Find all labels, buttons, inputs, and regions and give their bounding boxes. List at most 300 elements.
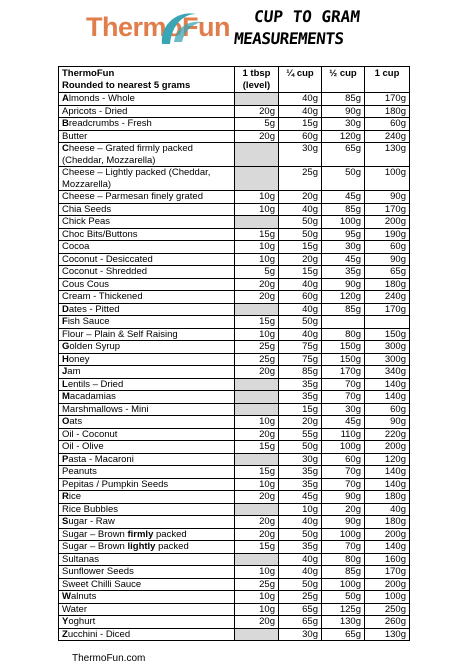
tbsp-cell: 25g xyxy=(235,578,279,591)
half-cup-cell: 45g xyxy=(322,253,365,266)
one-cup-cell: 200g xyxy=(365,578,410,591)
quarter-cup-cell: 35g xyxy=(279,391,322,404)
ingredient-name: Choc Bits/Buttons xyxy=(62,228,138,240)
ingredient-name: ucchini - Diced xyxy=(67,628,131,640)
quarter-cup-cell: 40g xyxy=(279,328,322,341)
ingredient-name: Rice Bubbles xyxy=(62,503,118,515)
tbsp-cell xyxy=(235,453,279,466)
table-row xyxy=(59,391,410,404)
quarter-cup-cell: 35g xyxy=(279,378,322,391)
ingredient-name: Sweet Chilli Sauce xyxy=(62,578,142,590)
ingredient-name: ice xyxy=(68,491,82,502)
one-cup-cell: 170g xyxy=(365,303,410,316)
ingredient-initial: M xyxy=(62,391,70,402)
table-row xyxy=(59,241,410,254)
ingredient-cell xyxy=(59,278,235,291)
one-cup-cell: 170g xyxy=(365,566,410,579)
tbsp-cell xyxy=(235,216,279,229)
ingredient-name: asta - Macaroni xyxy=(68,453,134,465)
ingredient-name: Pepitas / Pumpkin Seeds xyxy=(62,478,169,490)
tbsp-cell xyxy=(235,553,279,566)
ingredient-initial: P xyxy=(62,453,69,465)
measurements-table xyxy=(58,66,410,641)
quarter-cup-cell: 50g xyxy=(279,578,322,591)
table-row xyxy=(59,466,410,479)
tbsp-cell: 10g xyxy=(235,253,279,266)
ingredient-cell xyxy=(59,628,235,641)
ingredient-cell xyxy=(59,478,235,491)
ingredient-cell xyxy=(59,578,235,591)
one-cup-cell: 200g xyxy=(365,441,410,454)
quarter-cup-cell: 65g xyxy=(279,616,322,629)
one-cup-cell: 100g xyxy=(365,167,410,191)
footer-url: ThermoFun.com xyxy=(72,653,146,664)
ingredient-name: heese – Grated firmly packed (Cheddar, Mozzarella) xyxy=(62,143,193,166)
table-row xyxy=(59,553,410,566)
one-cup-cell: 260g xyxy=(365,616,410,629)
ingredient-name: ats xyxy=(69,416,83,427)
one-cup-cell: 250g xyxy=(365,603,410,616)
one-cup-cell: 300g xyxy=(365,353,410,366)
half-cup-cell: 80g xyxy=(322,553,365,566)
one-cup-cell: 140g xyxy=(365,478,410,491)
ingredient-name: Butter xyxy=(62,130,88,142)
half-cup-cell: 65g xyxy=(322,143,365,167)
quarter-cup-cell: 65g xyxy=(279,603,322,616)
one-cup-cell: 140g xyxy=(365,378,410,391)
table-row xyxy=(59,266,410,279)
table-row xyxy=(59,167,410,191)
ingredient-name: Coconut - Shredded xyxy=(62,266,148,277)
tbsp-cell: 15g xyxy=(235,541,279,554)
ingredient-name: oghurt xyxy=(68,616,96,627)
tbsp-cell: 20g xyxy=(235,291,279,304)
table-row xyxy=(59,216,410,229)
table-title-cell xyxy=(59,67,235,93)
quarter-cup-cell: 25g xyxy=(279,591,322,604)
quarter-cup-cell: 30g xyxy=(279,628,322,641)
half-cup-cell: 85g xyxy=(322,303,365,316)
quarter-cup-cell: 75g xyxy=(279,341,322,354)
half-cup-cell: 125g xyxy=(322,603,365,616)
one-cup-cell: 180g xyxy=(365,278,410,291)
one-cup-cell: 180g xyxy=(365,516,410,529)
table-row xyxy=(59,541,410,554)
half-cup-cell: 150g xyxy=(322,353,365,366)
title-line-2: MEASUREMENTS xyxy=(233,29,345,48)
quarter-cup-cell: 35g xyxy=(279,541,322,554)
ingredient-cell xyxy=(59,216,235,229)
half-cup-cell: 30g xyxy=(322,118,365,131)
tbsp-cell: 10g xyxy=(235,416,279,429)
quarter-cup-cell: 40g xyxy=(279,553,322,566)
ingredient-name: Cream - Thickened xyxy=(62,291,143,302)
table-row xyxy=(59,203,410,216)
half-cup-cell: 70g xyxy=(322,466,365,479)
one-cup-cell: 240g xyxy=(365,130,410,143)
table-row xyxy=(59,378,410,391)
ingredient-cell xyxy=(59,566,235,579)
ingredient-cell xyxy=(59,143,235,167)
col-header-quarter-cup: ¼ cup xyxy=(279,67,322,93)
ingredient-name: Oil - Olive xyxy=(62,441,104,452)
ingredient-cell xyxy=(59,391,235,404)
page-title xyxy=(234,6,374,50)
half-cup-cell: 70g xyxy=(322,391,365,404)
half-cup-cell: 85g xyxy=(322,566,365,579)
half-cup-cell: 150g xyxy=(322,341,365,354)
quarter-cup-cell: 60g xyxy=(279,130,322,143)
table-header-row xyxy=(59,67,410,93)
quarter-cup-cell: 50g xyxy=(279,216,322,229)
table-row xyxy=(59,328,410,341)
one-cup-cell: 90g xyxy=(365,253,410,266)
ingredient-cell xyxy=(59,403,235,416)
ingredient-cell xyxy=(59,491,235,504)
tbsp-cell: 15g xyxy=(235,228,279,241)
table-row xyxy=(59,503,410,516)
one-cup-cell: 240g xyxy=(365,291,410,304)
ingredient-cell xyxy=(59,353,235,366)
half-cup-cell: 30g xyxy=(322,403,365,416)
one-cup-cell: 300g xyxy=(365,341,410,354)
half-cup-cell: 50g xyxy=(322,591,365,604)
one-cup-cell: 180g xyxy=(365,491,410,504)
half-cup-cell: 100g xyxy=(322,578,365,591)
ingredient-name: Sugar – Brown firmly packed xyxy=(62,528,187,540)
col-header-tbsp-line2: (level) xyxy=(242,79,271,91)
table-row xyxy=(59,291,410,304)
page-header xyxy=(0,0,474,66)
ingredient-initial: J xyxy=(62,366,68,377)
ingredient-cell xyxy=(59,378,235,391)
ingredient-name: Oil - Coconut xyxy=(62,428,118,440)
quarter-cup-cell: 10g xyxy=(279,503,322,516)
ingredient-name: Coconut - Desiccated xyxy=(62,253,153,265)
table-row xyxy=(59,441,410,454)
quarter-cup-cell: 40g xyxy=(279,278,322,291)
ingredient-cell xyxy=(59,105,235,118)
ingredient-cell xyxy=(59,266,235,279)
tbsp-cell: 15g xyxy=(235,441,279,454)
half-cup-cell: 20g xyxy=(322,503,365,516)
table-row xyxy=(59,105,410,118)
ingredient-name: Chick Peas xyxy=(62,216,111,227)
ingredient-name: ugar - Raw xyxy=(68,516,115,527)
ingredient-initial: D xyxy=(62,303,69,315)
table-row xyxy=(59,228,410,241)
ingredient-cell xyxy=(59,591,235,604)
ingredient-name: Peanuts xyxy=(62,466,97,477)
tbsp-cell: 20g xyxy=(235,366,279,379)
half-cup-cell: 120g xyxy=(322,291,365,304)
tbsp-cell: 5g xyxy=(235,118,279,131)
half-cup-cell: 100g xyxy=(322,216,365,229)
half-cup-cell: 80g xyxy=(322,328,365,341)
ingredient-cell xyxy=(59,203,235,216)
table-row xyxy=(59,478,410,491)
ingredient-name: alnuts xyxy=(70,591,97,602)
ingredient-cell xyxy=(59,603,235,616)
ingredient-initial: W xyxy=(62,591,71,602)
table-row xyxy=(59,118,410,131)
ingredient-cell xyxy=(59,291,235,304)
col-header-half-cup: ½ cup xyxy=(322,67,365,93)
ingredient-name: readcrumbs - Fresh xyxy=(68,118,152,129)
tbsp-cell: 25g xyxy=(235,353,279,366)
half-cup-cell: 130g xyxy=(322,616,365,629)
tbsp-cell: 10g xyxy=(235,603,279,616)
ingredient-name: lmonds - Whole xyxy=(68,93,135,104)
tbsp-cell: 10g xyxy=(235,241,279,254)
ingredient-initial: O xyxy=(62,416,70,427)
ingredient-name: entils – Dried xyxy=(67,378,124,390)
half-cup-cell: 100g xyxy=(322,441,365,454)
quarter-cup-cell: 40g xyxy=(279,516,322,529)
ingredient-cell xyxy=(59,228,235,241)
ingredient-cell xyxy=(59,466,235,479)
col-header-tbsp xyxy=(235,67,279,93)
half-cup-cell: 90g xyxy=(322,516,365,529)
one-cup-cell: 140g xyxy=(365,391,410,404)
table-row xyxy=(59,191,410,204)
quarter-cup-cell: 60g xyxy=(279,291,322,304)
table-row xyxy=(59,130,410,143)
one-cup-cell: 100g xyxy=(365,591,410,604)
quarter-cup-cell: 20g xyxy=(279,253,322,266)
half-cup-cell: 35g xyxy=(322,266,365,279)
quarter-cup-cell: 30g xyxy=(279,453,322,466)
quarter-cup-cell: 45g xyxy=(279,491,322,504)
ingredient-cell xyxy=(59,453,235,466)
half-cup-cell: 100g xyxy=(322,528,365,541)
tbsp-cell: 20g xyxy=(235,105,279,118)
table-row xyxy=(59,278,410,291)
table-row xyxy=(59,603,410,616)
quarter-cup-cell: 15g xyxy=(279,266,322,279)
ingredient-cell xyxy=(59,241,235,254)
half-cup-cell: 95g xyxy=(322,228,365,241)
one-cup-cell: 90g xyxy=(365,416,410,429)
one-cup-cell: 60g xyxy=(365,241,410,254)
half-cup-cell: 70g xyxy=(322,378,365,391)
one-cup-cell: 60g xyxy=(365,118,410,131)
ingredient-initial: L xyxy=(62,378,68,390)
table-row xyxy=(59,316,410,329)
quarter-cup-cell: 40g xyxy=(279,566,322,579)
tbsp-cell xyxy=(235,403,279,416)
one-cup-cell: 340g xyxy=(365,366,410,379)
half-cup-cell: 90g xyxy=(322,491,365,504)
ingredient-name: Apricots - Dried xyxy=(62,105,128,117)
ingredient-name: Cheese – Lightly packed (Cheddar, Mozzarella) xyxy=(62,167,211,190)
one-cup-cell: 130g xyxy=(365,143,410,167)
quarter-cup-cell: 20g xyxy=(279,191,322,204)
ingredient-name: Chia Seeds xyxy=(62,203,112,215)
ingredient-cell xyxy=(59,191,235,204)
one-cup-cell: 180g xyxy=(365,105,410,118)
half-cup-cell: 70g xyxy=(322,541,365,554)
table-row xyxy=(59,491,410,504)
one-cup-cell: 140g xyxy=(365,541,410,554)
thermofun-logo xyxy=(86,4,230,50)
quarter-cup-cell: 40g xyxy=(279,105,322,118)
quarter-cup-cell: 25g xyxy=(279,167,322,191)
ingredient-cell xyxy=(59,528,235,541)
half-cup-cell: 110g xyxy=(322,428,365,441)
ingredient-initial: Y xyxy=(62,616,69,627)
col-header-tbsp-line1: 1 tbsp xyxy=(242,68,271,79)
ingredient-cell xyxy=(59,167,235,191)
table-row xyxy=(59,566,410,579)
half-cup-cell: 65g xyxy=(322,628,365,641)
one-cup-cell: 220g xyxy=(365,428,410,441)
ingredient-name: Water xyxy=(62,603,87,615)
ingredient-initial: Z xyxy=(62,628,68,640)
tbsp-cell: 20g xyxy=(235,516,279,529)
one-cup-cell: 65g xyxy=(365,266,410,279)
table-row xyxy=(59,403,410,416)
ingredient-initial: H xyxy=(62,353,69,365)
table-row xyxy=(59,341,410,354)
ingredient-name: Sultanas xyxy=(62,553,99,565)
ingredient-initial: B xyxy=(62,118,69,129)
quarter-cup-cell: 50g xyxy=(279,441,322,454)
ingredient-initial: S xyxy=(62,516,69,527)
table-subtitle: Rounded to nearest 5 grams xyxy=(62,79,191,91)
tbsp-cell: 20g xyxy=(235,278,279,291)
tbsp-cell: 15g xyxy=(235,466,279,479)
table-row xyxy=(59,528,410,541)
quarter-cup-cell: 15g xyxy=(279,241,322,254)
ingredient-name: Sugar – Brown lightly packed xyxy=(62,541,189,552)
half-cup-cell: 45g xyxy=(322,191,365,204)
ingredient-cell xyxy=(59,328,235,341)
quarter-cup-cell: 75g xyxy=(279,353,322,366)
one-cup-cell: 120g xyxy=(365,453,410,466)
ingredient-cell xyxy=(59,516,235,529)
one-cup-cell: 140g xyxy=(365,466,410,479)
table-row xyxy=(59,303,410,316)
ingredient-cell xyxy=(59,428,235,441)
quarter-cup-cell: 30g xyxy=(279,143,322,167)
ingredient-name: Cous Cous xyxy=(62,278,109,290)
table-row xyxy=(59,93,410,106)
ingredient-initial: G xyxy=(62,341,70,352)
tbsp-cell: 15g xyxy=(235,316,279,329)
quarter-cup-cell: 40g xyxy=(279,203,322,216)
ingredient-name: ish Sauce xyxy=(67,316,110,327)
ingredient-name: Cheese – Parmesan finely grated xyxy=(62,191,203,202)
quarter-cup-cell: 55g xyxy=(279,428,322,441)
quarter-cup-cell: 40g xyxy=(279,303,322,316)
half-cup-cell: 85g xyxy=(322,203,365,216)
table-row xyxy=(59,628,410,641)
ingredient-cell xyxy=(59,130,235,143)
col-header-one-cup: 1 cup xyxy=(365,67,410,93)
half-cup-cell: 45g xyxy=(322,416,365,429)
table-row xyxy=(59,616,410,629)
tbsp-cell xyxy=(235,378,279,391)
table-row xyxy=(59,366,410,379)
tbsp-cell xyxy=(235,143,279,167)
tbsp-cell xyxy=(235,93,279,106)
quarter-cup-cell: 50g xyxy=(279,228,322,241)
one-cup-cell: 40g xyxy=(365,503,410,516)
half-cup-cell: 90g xyxy=(322,105,365,118)
ingredient-cell xyxy=(59,541,235,554)
table-row xyxy=(59,578,410,591)
quarter-cup-cell: 35g xyxy=(279,478,322,491)
tbsp-cell: 20g xyxy=(235,616,279,629)
ingredient-name: oney xyxy=(68,353,90,365)
tbsp-cell: 10g xyxy=(235,203,279,216)
ingredient-cell xyxy=(59,553,235,566)
ingredient-initial: C xyxy=(62,143,69,154)
ingredient-name: Cocoa xyxy=(62,241,90,252)
ingredient-name: olden Syrup xyxy=(69,341,121,352)
half-cup-cell: 60g xyxy=(322,453,365,466)
tbsp-cell: 10g xyxy=(235,591,279,604)
ingredient-cell xyxy=(59,93,235,106)
tbsp-cell: 20g xyxy=(235,528,279,541)
table-title: ThermoFun xyxy=(62,68,115,79)
one-cup-cell: 60g xyxy=(365,403,410,416)
one-cup-cell: 200g xyxy=(365,216,410,229)
tbsp-cell xyxy=(235,167,279,191)
ingredient-cell xyxy=(59,441,235,454)
one-cup-cell: 190g xyxy=(365,228,410,241)
one-cup-cell xyxy=(365,316,410,329)
ingredient-initial: A xyxy=(62,93,69,104)
ingredient-cell xyxy=(59,253,235,266)
table-row xyxy=(59,428,410,441)
half-cup-cell: 30g xyxy=(322,241,365,254)
half-cup-cell xyxy=(322,316,365,329)
ingredient-name: Sunflower Seeds xyxy=(62,566,134,577)
one-cup-cell: 170g xyxy=(365,203,410,216)
ingredient-cell xyxy=(59,316,235,329)
ingredient-name: Marshmallows - Mini xyxy=(62,403,149,415)
title-line-1: CUP TO GRAM xyxy=(253,7,362,26)
quarter-cup-cell: 40g xyxy=(279,93,322,106)
ingredient-cell xyxy=(59,416,235,429)
quarter-cup-cell: 15g xyxy=(279,403,322,416)
table-row xyxy=(59,353,410,366)
tbsp-cell: 20g xyxy=(235,428,279,441)
ingredient-initial: R xyxy=(62,491,69,502)
one-cup-cell: 130g xyxy=(365,628,410,641)
half-cup-cell: 85g xyxy=(322,93,365,106)
tbsp-cell: 10g xyxy=(235,478,279,491)
ingredient-cell xyxy=(59,341,235,354)
quarter-cup-cell: 50g xyxy=(279,528,322,541)
tbsp-cell xyxy=(235,628,279,641)
ingredient-cell xyxy=(59,303,235,316)
half-cup-cell: 90g xyxy=(322,278,365,291)
ingredient-name: acadamias xyxy=(69,391,116,402)
tbsp-cell xyxy=(235,503,279,516)
one-cup-cell: 150g xyxy=(365,328,410,341)
quarter-cup-cell: 35g xyxy=(279,466,322,479)
one-cup-cell: 170g xyxy=(365,93,410,106)
ingredient-cell xyxy=(59,118,235,131)
table-row xyxy=(59,453,410,466)
tbsp-cell: 10g xyxy=(235,191,279,204)
tbsp-cell: 25g xyxy=(235,341,279,354)
tbsp-cell: 20g xyxy=(235,130,279,143)
tbsp-cell xyxy=(235,391,279,404)
